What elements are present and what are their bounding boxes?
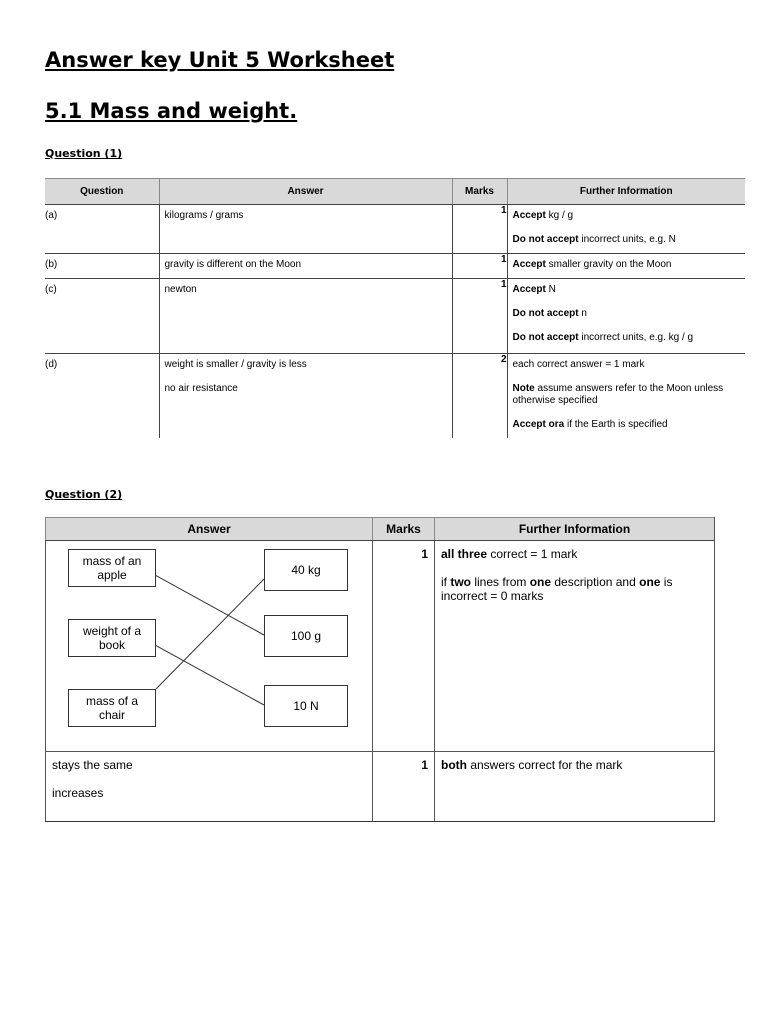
- text: description and: [551, 575, 640, 589]
- table-row: [45, 254, 745, 279]
- question-2-heading: Question (2): [45, 488, 123, 501]
- answer-cell: [159, 205, 452, 254]
- column-header: Answer: [46, 518, 373, 541]
- table-row: [46, 752, 715, 822]
- info-line: [508, 222, 746, 246]
- quantity-box: 40 kg: [264, 549, 348, 591]
- bold-text: Do not accept: [512, 308, 579, 319]
- question-2-table: [45, 517, 715, 822]
- bold-text: one: [639, 575, 661, 589]
- page-title: Answer key Unit 5 Worksheet: [45, 48, 395, 72]
- table-header-row: [45, 179, 745, 205]
- text: if: [441, 575, 451, 589]
- text: is incorrect = 0 marks: [441, 575, 673, 603]
- bold-text: two: [450, 575, 472, 589]
- table-row: [46, 541, 715, 752]
- info-line: [508, 371, 746, 407]
- column-header: Question: [45, 179, 159, 205]
- bold-text: both: [441, 758, 467, 772]
- info-line: [508, 296, 746, 320]
- info-line: [508, 354, 746, 371]
- bold-text: one: [529, 575, 552, 589]
- table-row: [45, 205, 745, 254]
- marks-cell: 1: [373, 752, 435, 822]
- answer-line: no air resistance: [164, 383, 238, 394]
- info-line: [508, 254, 746, 271]
- question-cell: [45, 254, 159, 279]
- answer-cell: [159, 354, 452, 438]
- table-row: [45, 279, 745, 354]
- info-line: [435, 541, 714, 561]
- answer-line: increases: [52, 786, 104, 800]
- text: n: [578, 308, 587, 319]
- text: assume answers refer to the Moon unless otherwise specified: [512, 383, 724, 406]
- further-info-cell: [507, 205, 745, 254]
- matching-line: [156, 646, 264, 705]
- answer-cell: [159, 254, 452, 279]
- section-title: 5.1 Mass and weight.: [45, 99, 298, 123]
- further-info-cell: [507, 354, 745, 438]
- question-cell: [45, 279, 159, 354]
- marks-cell: 2: [452, 354, 507, 438]
- bold-text: Note: [512, 383, 535, 394]
- text: smaller gravity on the Moon: [545, 259, 672, 270]
- text: lines from: [471, 575, 530, 589]
- info-line: [435, 561, 714, 603]
- answer-cell: [159, 279, 452, 354]
- question-label: (a): [45, 210, 58, 221]
- matching-line: [156, 579, 264, 689]
- column-header: Marks: [373, 518, 435, 541]
- marks-cell: 1: [452, 279, 507, 354]
- description-box: weight of a book: [68, 619, 156, 657]
- column-header: Marks: [452, 179, 507, 205]
- bold-text: Accept: [512, 259, 546, 270]
- info-line: [508, 407, 746, 431]
- matching-diagram: [46, 541, 364, 751]
- bold-text: Accept: [512, 210, 546, 221]
- question-label: (d): [45, 359, 58, 370]
- text: correct = 1 mark: [487, 547, 578, 561]
- bold-text: all three: [441, 547, 488, 561]
- text: N: [545, 284, 556, 295]
- bold-text: Accept ora: [512, 419, 565, 430]
- answer-cell: [46, 752, 373, 822]
- marks-cell: 1: [452, 205, 507, 254]
- marks-cell: 1: [452, 254, 507, 279]
- description-box: mass of an apple: [68, 549, 156, 587]
- question-1-table: [45, 178, 745, 438]
- column-header: Answer: [159, 179, 452, 205]
- bold-text: Do not accept: [512, 332, 579, 343]
- column-header: Further Information: [507, 179, 745, 205]
- text: kg / g: [545, 210, 574, 221]
- description-box: mass of a chair: [68, 689, 156, 727]
- bold-text: Accept: [512, 284, 546, 295]
- answer-line: weight is smaller / gravity is less: [164, 359, 307, 370]
- further-info-cell: [507, 279, 745, 354]
- answer-line: newton: [164, 284, 197, 295]
- table-header-row: [46, 518, 715, 541]
- table-row: [45, 354, 745, 438]
- info-line: [508, 279, 746, 296]
- question-label: (c): [45, 284, 57, 295]
- quantity-box: 10 N: [264, 685, 348, 727]
- quantity-box: 100 g: [264, 615, 348, 657]
- question-1-heading: Question (1): [45, 147, 123, 160]
- bold-text: Do not accept: [512, 234, 579, 245]
- question-label: (b): [45, 259, 58, 270]
- text: incorrect units, e.g. kg / g: [578, 332, 694, 343]
- column-header: Further Information: [435, 518, 715, 541]
- marks-cell: 1: [373, 541, 435, 752]
- matching-diagram-cell: [46, 541, 373, 752]
- question-cell: [45, 205, 159, 254]
- answer-line: gravity is different on the Moon: [164, 259, 302, 270]
- info-line: [508, 320, 746, 344]
- question-cell: [45, 354, 159, 438]
- text: incorrect units, e.g. N: [578, 234, 676, 245]
- text: answers correct for the mark: [467, 758, 623, 772]
- matching-line: [156, 576, 264, 635]
- further-info-cell: [435, 541, 715, 752]
- further-info-cell: [507, 254, 745, 279]
- answer-line: stays the same: [52, 758, 133, 772]
- further-info-cell: [435, 752, 715, 822]
- info-line: [435, 752, 714, 772]
- text: each correct answer = 1 mark: [512, 359, 645, 370]
- info-line: [508, 205, 746, 222]
- text: if the Earth is specified: [564, 419, 668, 430]
- answer-line: kilograms / grams: [164, 210, 244, 221]
